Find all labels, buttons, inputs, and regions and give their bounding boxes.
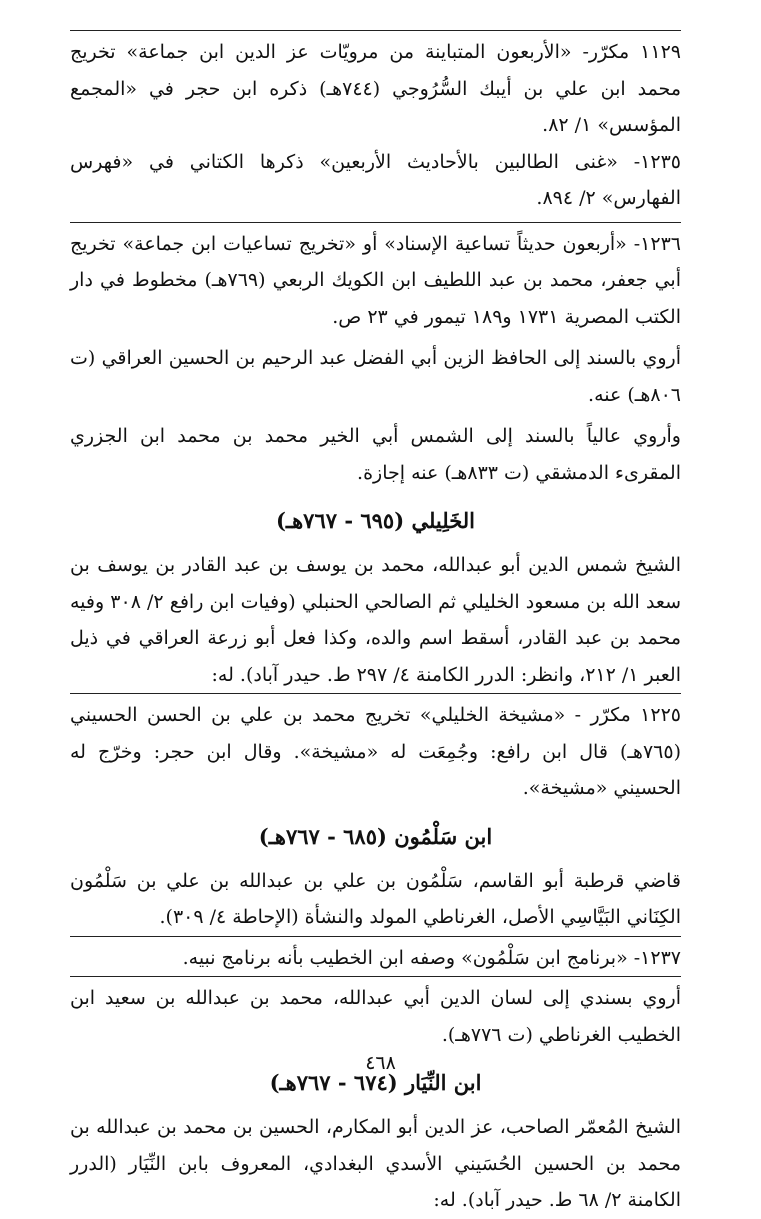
entry-1129: ١١٢٩ مكرّر- «الأربعون المتباينة من مرويّات عز الدين ابن جماعة» تخريج محمد ابن علي بن أيبك السُّرُوجي (٧٤٤هـ) ذكره ابن حجر في «المجمع المؤسس» ١/ ٨٢.: [70, 30, 681, 144]
bio-ibn-salmun: قاضي قرطبة أبو القاسم، سَلْمُون بن علي بن عبدالله بن علي بن سَلْمُون الكِنَاني البَيَّاسِي الأصل، الغرناطي المولد والنشأة (الإحاطة ٤/ ٣٠٩).: [70, 869, 681, 928]
entry-1236: ١٢٣٦- «أربعون حديثاً تساعية الإسناد» أو «تخريج تساعيات ابن جماعة» تخريج أبي جعفر، محمد بن عبد اللطيف ابن الكويك الربعي (٧٦٩هـ) مخطوط في دار الكتب المصرية ١٧٣١ و١٨٩ تيمور في ٢٣ ص.: [70, 222, 681, 336]
bio-ibn-nayyar: الشيخ المُعمّر الصاحب، عز الدين أبو المكارم، الحسين بن محمد بن عبدالله بن محمد بن الحسين الحُسَيني الأسدي البغدادي، المعروف بابن النِّيَار (الدرر الكامنة ٢/ ٦٨ ط. حيدر آباد). له:: [70, 1116, 681, 1211]
chain-ibn-khatib: أروي بسندي إلى لسان الدين أبي عبدالله، محمد بن عبدالله بن سعيد ابن الخطيب الغرناطي (ت ٧٧٦هـ).: [70, 976, 681, 1053]
section-heading-khalili: الخَلِيلي (٦٩٥ - ٧٦٧هـ): [276, 508, 475, 533]
page-number: ٤٦٨: [365, 1052, 396, 1074]
chain-iraqi: أروي بالسند إلى الحافظ الزين أبي الفضل عبد الرحيم بن الحسين العراقي (ت ٨٠٦هـ) عنه.: [70, 347, 681, 406]
bio-khalili: الشيخ شمس الدين أبو عبدالله، محمد بن يوسف بن عبد القادر بن يوسف بن سعد الله بن مسعود الخليلي ثم الصالحي الحنبلي (وفيات ابن رافع ٢/ ٣٠٨ وفيه محمد بن عبد القادر، أسقط اسم والده، وكذا فعل أبو زرعة العراقي في ذيل العبر ١/ ٢١٢، وانظر: الدرر الكامنة ٤/ ٢٩٧ ط. حيدر آباد). له:: [70, 554, 681, 686]
page-body: [70, 30, 681, 1219]
section-heading-ibn-nayyar: ابن النِّيَار (٦٧٤ - ٧٦٧هـ): [269, 1070, 482, 1095]
entry-1225: ١٢٢٥ مكرّر - «مشيخة الخليلي» تخريج محمد بن علي بن الحسن الحسيني (٧٦٥هـ) قال ابن رافع: وجُمِعَت له «مشيخة». وقال ابن حجر: وخرّج له الحسيني «مشيخة».: [70, 693, 681, 807]
entry-1237: ١٢٣٧- «برنامج ابن سَلْمُون» وصفه ابن الخطيب بأنه برنامج نبيه.: [70, 936, 681, 977]
entry-1235: ١٢٣٥- «غنى الطالبين بالأحاديث الأربعين» ذكرها الكتاني في «فهرس الفهارس» ٢/ ٨٩٤.: [70, 150, 681, 209]
section-heading-ibn-salmun: ابن سَلْمُون (٦٨٥ - ٧٦٧هـ): [258, 823, 493, 849]
chain-jazari: وأروي عالياً بالسند إلى الشمس أبي الخير محمد بن محمد ابن الجزري المقرىء الدمشقي (ت ٨٣٣هـ) عنه إجازة.: [70, 425, 681, 484]
